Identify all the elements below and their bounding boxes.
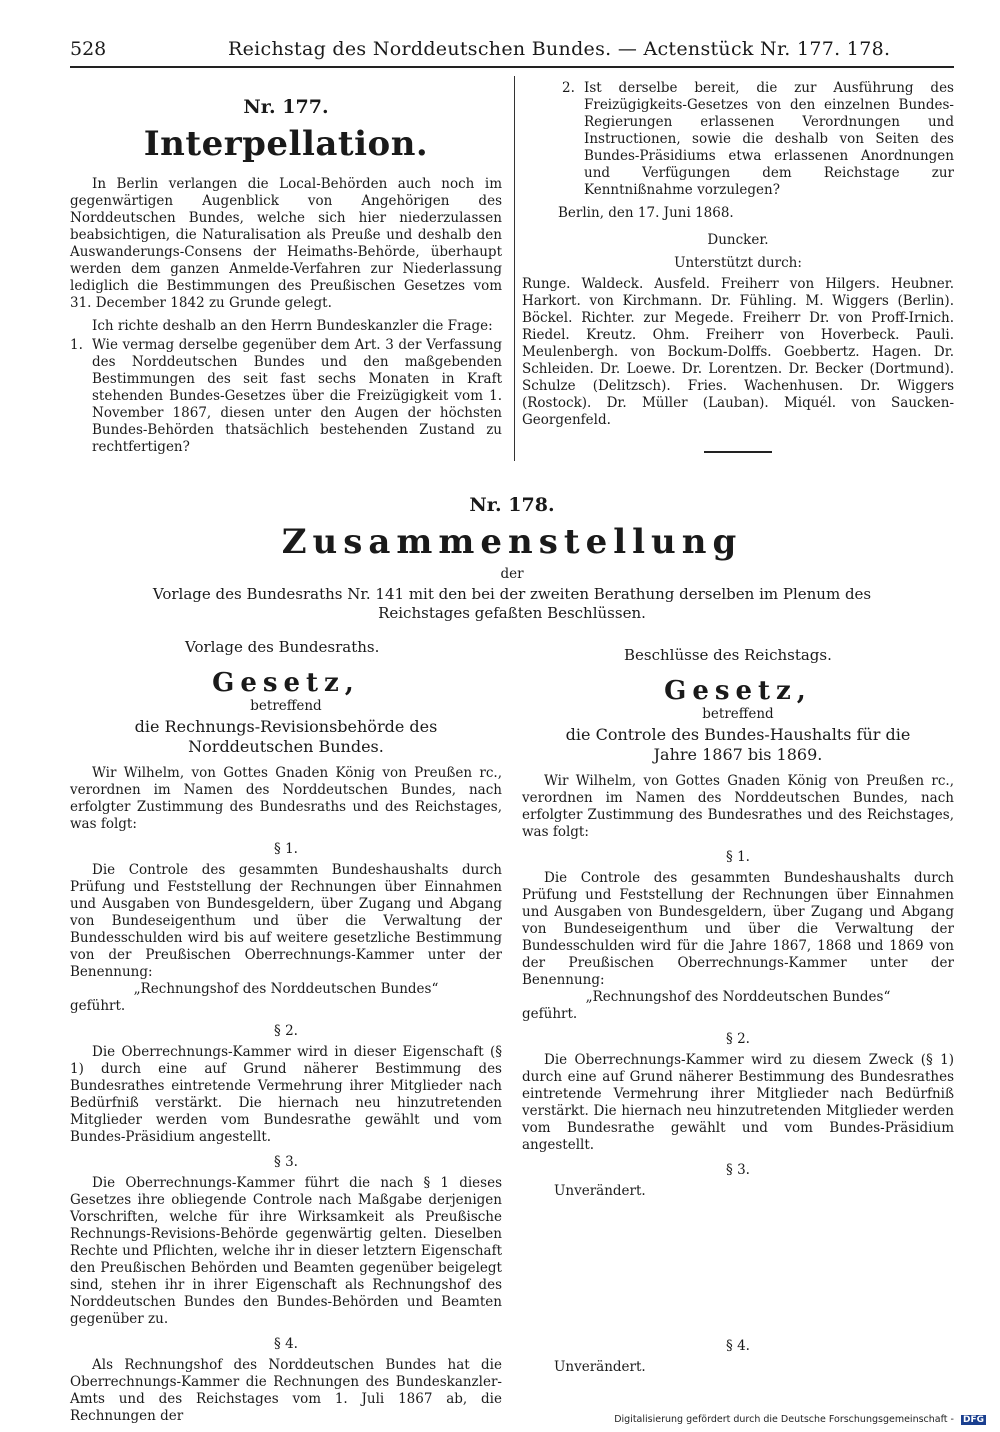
left-paragraph-4-text: Als Rechnungshof des Norddeutschen Bundes hat die Oberrechnungs-Kammer die Rechnungen des Bundeskanzler-Amts und des Reichstages vom 1. Juli 1867 ab, die Rechnungen der — [70, 1357, 502, 1424]
right-paragraph-3-text: Unverändert. — [554, 1183, 646, 1199]
doc178-heading: Zusammenstellung — [281, 522, 743, 562]
dfg-logo: DFG — [962, 1415, 984, 1425]
question-2-text: Ist derselbe bereit, die zur Ausführung des Freizügigkeits-Gesetzes von den einzelnen Bundes-Regierungen erlassenen Verordnungen und Instructionen, sowie die deshalb von Seiten des Bundes-Präsidiums etwa erlassenen Anordnungen und Verfügungen dem Reichstage zur Kenntnißnahme vorzulegen? — [584, 80, 954, 198]
right-betreffend: betreffend — [702, 706, 774, 722]
question-2-number: 2. — [562, 80, 575, 96]
right-paragraph-2-text: Die Oberrechnungs-Kammer wird zu diesem Zweck (§ 1) durch eine auf Grund näherer Bestimmung des Bundesrathes eintretende Vermehrung ihrer Mitglieder nach Bedürfniß verstärkt. Die hiernach neu hinzutretenden Mitglieder werden vom Bundesrathe gewählt und vom Bundes-Präsidium angestellt. — [522, 1052, 954, 1153]
left-paragraph-1-quote: „Rechnungshof des Norddeutschen Bundes“ — [133, 981, 439, 997]
left-law-title: die Rechnungs-Revisionsbehörde des Norddeutschen Bundes. — [134, 717, 438, 756]
doc177-number: Nr. 177. — [243, 96, 329, 118]
running-title: Reichstag des Norddeutschen Bundes. — Actenstück Nr. 177. 178. — [228, 38, 891, 60]
doc177-left-column — [70, 96, 502, 456]
left-paragraph-3-mark: § 3. — [274, 1154, 298, 1170]
footer-text: Digitalisierung gefördert durch die Deutsche Forschungsgemeinschaft - — [614, 1414, 954, 1425]
right-paragraph-1-end: geführt. — [522, 1006, 578, 1022]
doc177-end-rule — [704, 451, 772, 453]
doc178-right-column — [522, 646, 954, 1376]
header-rule — [70, 66, 954, 68]
doc177-supporters: Runge. Waldeck. Ausfeld. Freiherr von Hilgers. Heubner. Harkort. von Kirchmann. Dr. Fühling. M. Wiggers (Berlin). Böckel. Richter. zur Megede. Freiherr Dr. von Proff-Irnich. Riedel. Kreutz. Ohm. Freiherr von Hoverbeck. Pauli. Meulenbergh. von Bockum-Dolffs. Goebbertz. Hagen. Dr. Schleiden. Dr. Loewe. Dr. Lorentzen. Dr. Becker (Dortmund). Schulze (Delitzsch). Fries. Wachenhusen. Dr. Wiggers (Rostock). Dr. Müller (Lauban). Miquél. von Saucken-Georgenfeld. — [522, 276, 954, 428]
page-number: 528 — [70, 38, 107, 60]
doc178-subtitle: Vorlage des Bundesraths Nr. 141 mit den bei der zweiten Berathung derselben im Plenum des Reichstages gefaßten Beschlüssen. — [152, 585, 872, 622]
doc178-left-column — [70, 638, 502, 1425]
left-paragraph-1-mark: § 1. — [274, 841, 298, 857]
doc177-question-1 — [70, 337, 502, 456]
doc177-intro: In Berlin verlangen die Local-Behörden auch noch im gegenwärtigen Augenblick von Angehörigen des Norddeutschen Bundes, welche sich hier niederzulassen beabsichtigen, die Naturalisation als Preuße und deshalb den Auswanderungs-Consens der Heimaths-Behörde, überhaupt werden dem ganzen Anmelde-Verfahren zur Niederlassung lediglich die Bestimmungen des Preußischen Gesetzes vom 31. December 1842 zu Grunde gelegt. — [70, 176, 502, 311]
doc177-question-2 — [522, 80, 954, 199]
doc178-heading-block — [70, 494, 954, 623]
right-paragraph-3-mark: § 3. — [726, 1162, 750, 1178]
doc177-author: Duncker. — [707, 232, 769, 248]
doc178-der: der — [500, 566, 524, 582]
column-divider — [514, 76, 515, 461]
right-column-title: Beschlüsse des Reichstags. — [624, 646, 832, 664]
right-preamble: Wir Wilhelm, von Gottes Gnaden König von Preußen rc., verordnen im Namen des Norddeutschen Bundes, nach erfolgter Zustimmung des Bundesrathes und des Reichstages, was folgt: — [522, 773, 954, 840]
left-preamble: Wir Wilhelm, von Gottes Gnaden König von Preußen rc., verordnen im Namen des Norddeutschen Bundes, nach erfolgter Zustimmung des Bundesraths und des Reichstages, was folgt: — [70, 765, 502, 832]
left-paragraph-2-text: Die Oberrechnungs-Kammer wird in dieser Eigenschaft (§ 1) durch eine auf Grund näherer Bestimmung des Bundesrathes eintretende Vermehrung ihrer Mitglieder nach Bedürfniß verstärkt. Die hiernach neu hinzutretenden Mitglieder werden vom Bundesrathe gewählt und vom Bundes-Präsidium angestellt. — [70, 1044, 502, 1145]
left-column-title: Vorlage des Bundesraths. — [185, 638, 380, 656]
left-gesetz-heading: Gesetz, — [212, 668, 360, 698]
right-paragraph-2-mark: § 2. — [726, 1031, 750, 1047]
question-1-number: 1. — [70, 337, 83, 353]
right-paragraph-4-text: Unverändert. — [554, 1359, 646, 1375]
left-paragraph-1-end: geführt. — [70, 998, 126, 1014]
right-paragraph-1-quote: „Rechnungshof des Norddeutschen Bundes“ — [585, 989, 891, 1005]
left-paragraph-4-mark: § 4. — [274, 1336, 298, 1352]
left-betreffend: betreffend — [250, 698, 322, 714]
doc177-right-column — [522, 80, 954, 453]
right-paragraph-1-mark: § 1. — [726, 849, 750, 865]
left-paragraph-2-mark: § 2. — [274, 1023, 298, 1039]
doc177-question-intro: Ich richte deshalb an den Herrn Bundeskanzler die Frage: — [92, 318, 493, 334]
right-paragraph-1-text: Die Controle des gesammten Bundeshaushalts durch Prüfung und Feststellung der Rechnungen über Einnahmen und Ausgaben von Bundesgeldern, über Zugang und Abgang von Bundeseigenthum und über die Verwaltung der Bundesschulden wird für die Jahre 1867, 1868 und 1869 von der Preußischen Oberrechnungs-Kammer unter der Benennung: — [522, 870, 954, 988]
left-paragraph-1-text: Die Controle des gesammten Bundeshaushalts durch Prüfung und Feststellung der Rechnungen über Einnahmen und Ausgaben von Bundesgeldern, über Zugang und Abgang von Bundeseigenthum und über die Verwaltung der Bundesschulden wird bis auf weitere gesetzliche Bestimmung von der Preußischen Oberrechnungs-Kammer unter der Benennung: — [70, 862, 502, 980]
right-law-title: die Controle des Bundes-Haushalts für die Jahre 1867 bis 1869. — [565, 725, 911, 764]
doc177-supported-label: Unterstützt durch: — [674, 255, 802, 271]
doc177-heading: Interpellation. — [143, 124, 429, 164]
question-1-text: Wie vermag derselbe gegenüber dem Art. 3 der Verfassung des Norddeutschen Bundes und den maßgebenden Bestimmungen des seit fast sechs Monaten in Kraft stehenden Bundes-Gesetzes über die Freizügigkeit vom 1. November 1867, diesen unter den Augen der höchsten Bundes-Behörden thatsächlich bestehenden Zustand zu rechtfertigen? — [92, 337, 502, 455]
doc177-date-line: Berlin, den 17. Juni 1868. — [558, 205, 734, 221]
right-gesetz-heading: Gesetz, — [664, 676, 812, 706]
right-paragraph-4-mark: § 4. — [726, 1338, 750, 1354]
doc178-number: Nr. 178. — [469, 494, 555, 516]
digitization-footer — [614, 1414, 986, 1425]
left-paragraph-3-text: Die Oberrechnungs-Kammer führt die nach § 1 dieses Gesetzes ihre obliegende Controle nach Maßgabe derjenigen Vorschriften, welche für ihre Wirksamkeit als Preußische Rechnungs-Revisions-Behörde gegenwärtig gelten. Dieselben Rechte und Pflichten, welche ihr in dieser letztern Eigenschaft den Preußischen Behörden und Beamten gegenüber beigelegt sind, stehen ihr in ihrer Eigenschaft als Rechnungshof des Norddeutschen Bundes den Bundes-Behörden und Beamten gegenüber zu. — [70, 1175, 502, 1327]
